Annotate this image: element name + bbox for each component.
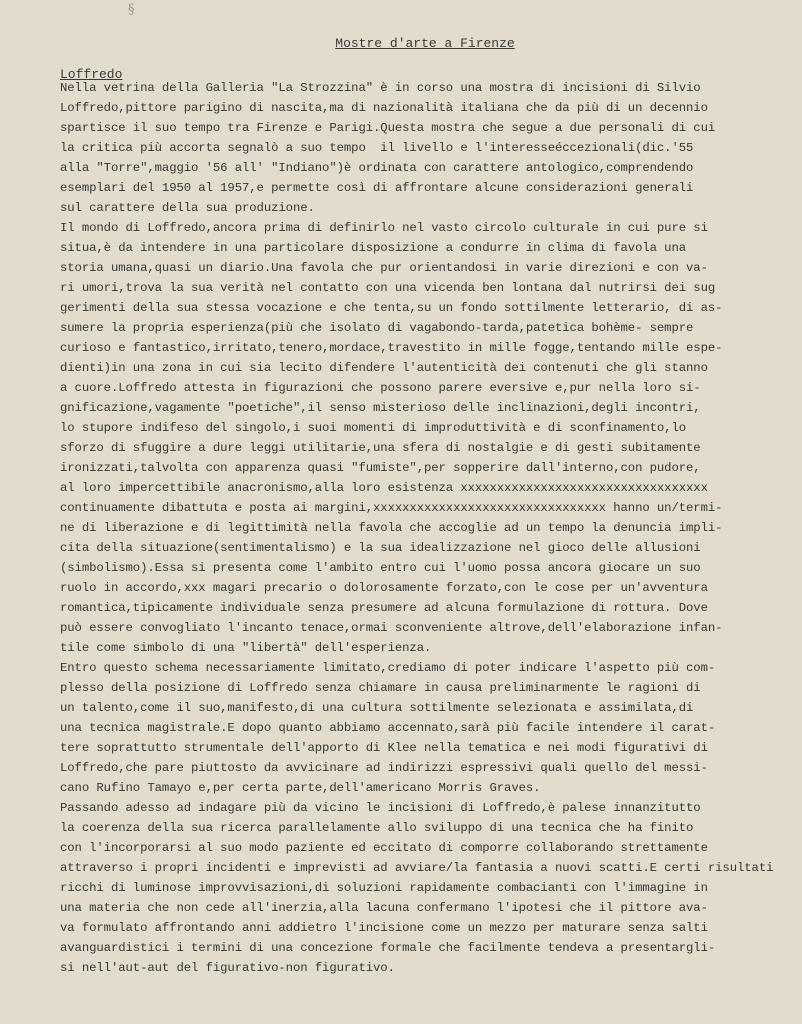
text-line: sforzo di sfuggire a dure leggi utilitarie,una sfera di nostalgie e di gesti subitamente xyxy=(60,441,701,455)
text-line: si nell'aut-aut del figurativo-non figurativo. xyxy=(60,961,395,975)
text-line: gerimenti della sua stessa vocazione e che tenta,su un fondo sottilmente letterario, di as- xyxy=(60,301,723,315)
text-line: alla "Torre",maggio '56 all' "Indiano")è ordinata con carattere antologico,comprendendo xyxy=(60,161,694,175)
text-line: ri umori,trova la sua verità nel contatto con una vicenda ben lontana dal nutrirsi dei sug xyxy=(60,281,716,295)
section-heading: Loffredo xyxy=(60,67,123,82)
text-line: sul carattere della sua produzione. xyxy=(60,201,315,215)
text-line: al loro impercettibile anacronismo,alla loro esistenza xxxxxxxxxxxxxxxxxxxxxxxxxxxxxxxxxx xyxy=(60,481,708,495)
body-text xyxy=(60,78,800,978)
text-line: curioso e fantastico,irritato,tenero,mordace,travestito in mille fogge,tentando mille espe- xyxy=(60,341,723,355)
text-line: Loffredo,pittore parigino di nascita,ma di nazionalità italiana che da più di un decennio xyxy=(60,101,708,115)
text-line: Loffredo,che pare piuttosto da avvicinare ad indirizzi espressivi quali quello del messi- xyxy=(60,761,708,775)
text-line: ruolo in accordo,xxx magari precario o dolorosamente forzato,con le cose per un'avventura xyxy=(60,581,708,595)
text-line: storia umana,quasi un diario.Una favola che pur orientandosi in varie direzioni e con va- xyxy=(60,261,708,275)
corner-mark: § xyxy=(128,2,135,17)
page-title-wrap xyxy=(0,36,802,51)
text-line: spartisce il suo tempo tra Firenze e Parigi.Questa mostra che segue a due personali di cui xyxy=(60,121,716,135)
text-line: Il mondo di Loffredo,ancora prima di definirlo nel vasto circolo culturale in cui pure si xyxy=(60,221,708,235)
text-line: cano Rufino Tamayo e,per certa parte,dell'americano Morris Graves. xyxy=(60,781,541,795)
text-line: una tecnica magistrale.E dopo quanto abbiamo accennato,sarà più facile intendere il carat- xyxy=(60,721,716,735)
text-line: situa,è da intendere in una particolare disposizione a condurre in clima di favola una xyxy=(60,241,687,255)
text-line: ironizzati,talvolta con apparenza quasi "fumiste",per sopperire dall'interno,con pudore, xyxy=(60,461,701,475)
text-line: va formulato affrontando anni addietro l'incisione come un mezzo per maturare senza salti xyxy=(60,921,708,935)
text-line: dienti)in una zona in cui sia lecito difendere l'autenticità dei contenuti che gli stanno xyxy=(60,361,708,375)
text-line: la coerenza della sua ricerca parallelamente allo sviluppo di una tecnica che ha finito xyxy=(60,821,694,835)
text-line: con l'incorporarsi al suo modo paziente ed eccitato di comporre collaborando strettamente xyxy=(60,841,708,855)
text-line: plesso della posizione di Loffredo senza chiamare in causa preliminarmente le ragioni di xyxy=(60,681,701,695)
text-line: tile come simbolo di una "libertà" dell'esperienza. xyxy=(60,641,432,655)
text-line: può essere convogliato l'incanto tenace,ormai sconveniente altrove,dell'elaborazione infan- xyxy=(60,621,723,635)
text-line: cita della situazione(sentimentalismo) e la sua idealizzazione nel gioco delle allusioni xyxy=(60,541,701,555)
text-line: ricchi di luminose improvvisazioni,di soluzioni rapidamente combacianti con l'immagine in xyxy=(60,881,708,895)
text-line: esemplari del 1950 al 1957,e permette così di affrontare alcune considerazioni generali xyxy=(60,181,694,195)
text-line: Entro questo schema necessariamente limitato,crediamo di poter indicare l'aspetto più com- xyxy=(60,661,716,675)
text-line: gnificazione,vagamente "poetiche",il senso misterioso delle inclinazioni,degli incontri, xyxy=(60,401,701,415)
page-title: Mostre d'arte a Firenze xyxy=(335,36,515,51)
text-line: continuamente dibattuta e posta ai margini,xxxxxxxxxxxxxxxxxxxxxxxxxxxxxxxx hanno un/termi- xyxy=(60,501,723,515)
text-line: romantica,tipicamente individuale senza presumere ad alcuna formulazione di rottura. Dove xyxy=(60,601,708,615)
text-line: tere soprattutto strumentale dell'apporto di Klee nella tematica e nei modi figurativi di xyxy=(60,741,708,755)
text-line: un talento,come il suo,manifesto,di una cultura sottilmente selezionata e assimilata,di xyxy=(60,701,694,715)
text-line: ne di liberazione e di legittimità nella favola che accoglie ad un tempo la denuncia impli- xyxy=(60,521,723,535)
text-line: sumere la propria esperienza(più che isolato di vagabondo-tarda,patetica bohème- sempre xyxy=(60,321,694,335)
text-line: Passando adesso ad indagare più da vicino le incisioni di Loffredo,è palese innanzitutto xyxy=(60,801,701,815)
text-line: attraverso i propri incidenti e imprevisti ad avviare/la fantasia a nuovi scatti.E certi risultati xyxy=(60,861,774,875)
text-line: a cuore.Loffredo attesta in figurazioni che possono parere eversive e,pur nella loro si- xyxy=(60,381,701,395)
text-line: avanguardistici i termini di una concezione formale che facilmente tendeva a presentargli- xyxy=(60,941,716,955)
text-line: (simbolismo).Essa si presenta come l'ambito entro cui l'uomo possa ancora giocare un suo xyxy=(60,561,701,575)
text-line: Nella vetrina della Galleria "La Strozzina" è in corso una mostra di incisioni di Silvio xyxy=(60,81,701,95)
text-line: lo stupore indifeso del singolo,i suoi momenti di improduttività e di sconfinamento,lo xyxy=(60,421,687,435)
text-line: la critica più accorta segnalò a suo tempo il livello e l'interesseéccezionali(dic.'55 xyxy=(60,141,694,155)
text-line: una materia che non cede all'inerzia,alla lacuna confermano l'ipotesi che il pittore ava- xyxy=(60,901,708,915)
